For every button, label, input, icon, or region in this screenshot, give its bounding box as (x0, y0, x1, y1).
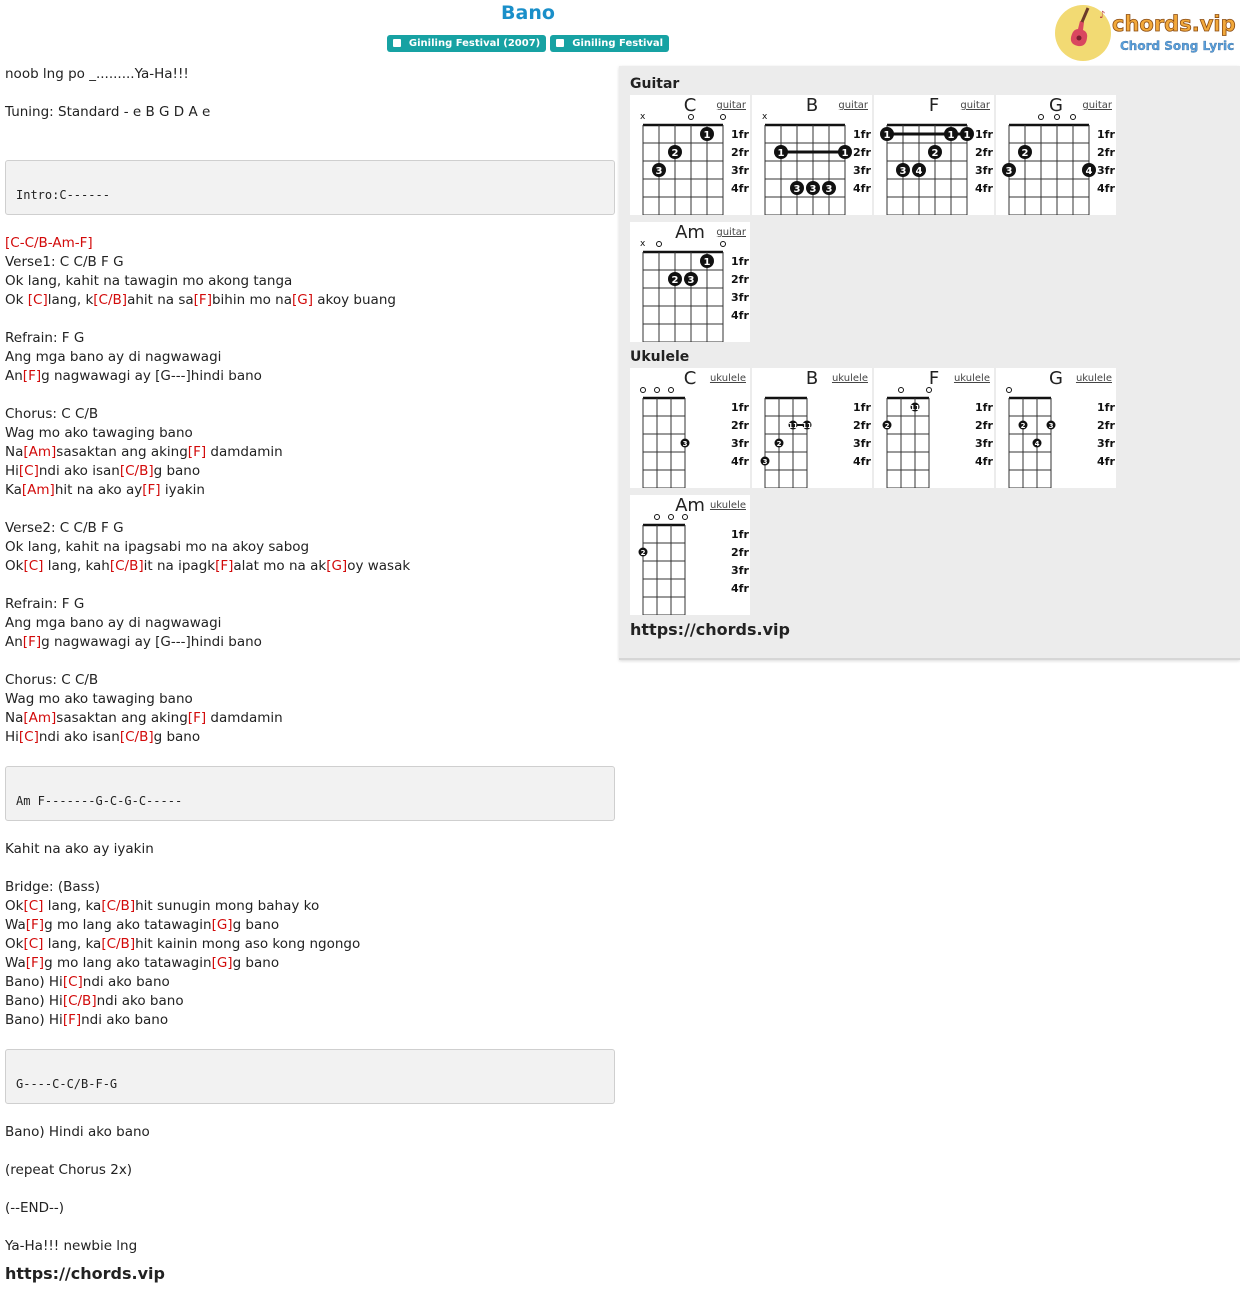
lyric-text: g bano (232, 917, 280, 933)
blank-line (5, 310, 615, 329)
lyric-text: g nagwawagi ay [G---]hindi bano (41, 634, 262, 650)
chord-instrument-link[interactable]: guitar (716, 100, 746, 111)
lyric-text: bihin mo na (211, 292, 292, 308)
fret-label: 3fr (731, 437, 749, 450)
finger-number: 11 (910, 404, 920, 412)
chord-card-g-ukulele[interactable] (996, 368, 1116, 488)
logo-brand: chords.vip (1112, 12, 1236, 36)
chord-marker[interactable]: [C-C/B-Am-F] (5, 235, 93, 251)
chord-marker[interactable]: [Am] (21, 482, 55, 498)
chord-marker[interactable]: [F] (142, 482, 161, 498)
chord-marker[interactable]: [C/B] (101, 898, 136, 914)
finger-number: 3 (825, 184, 833, 195)
lyric-text: Refrain: F G (5, 596, 85, 612)
lyric-text: Tuning: Standard - e B G D A e (5, 104, 211, 120)
chord-marker[interactable]: [G] (291, 292, 313, 308)
song-badges (0, 35, 1056, 52)
blank-line (5, 859, 615, 878)
fret-label: 2fr (731, 273, 749, 286)
lyric-text: g bano (153, 729, 201, 745)
fret-label: 3fr (731, 164, 749, 177)
fret-label: 4fr (1097, 182, 1115, 195)
fret-label: 3fr (1097, 164, 1115, 177)
lyric-line (5, 65, 615, 84)
chord-name: B (805, 368, 819, 389)
chord-diagram-panel (619, 66, 1240, 660)
chord-marker[interactable]: [Am] (23, 710, 57, 726)
lyric-line (5, 557, 615, 576)
album-icon (393, 39, 401, 47)
finger-number: 11 (802, 422, 812, 430)
lyric-text: Kahit na ako ay iyakin (5, 841, 154, 857)
lyric-text: ndi ako bano (96, 993, 184, 1009)
lyric-text: ndi ako bano (82, 974, 170, 990)
lyric-text: akoy buang (312, 292, 396, 308)
chord-marker[interactable]: [F] (187, 444, 207, 460)
blank-line (5, 821, 615, 840)
lyric-text: Ang mga bano ay di nagwawagi (5, 349, 222, 365)
lyric-line (5, 897, 615, 916)
chord-card-g-guitar[interactable] (996, 95, 1116, 215)
lyric-text: g bano (232, 955, 280, 971)
lyric-line (5, 367, 615, 386)
lyric-text: hit na ako ay (54, 482, 143, 498)
chord-instrument-link[interactable]: ukulele (709, 373, 746, 384)
fret-label: 1fr (731, 255, 749, 268)
finger-number: 3 (809, 184, 817, 195)
lyric-text: lang, k (47, 292, 94, 308)
album-badge[interactable] (387, 35, 546, 52)
lyric-line (5, 973, 615, 992)
chord-card-c-ukulele[interactable] (630, 368, 750, 488)
lyric-text: g mo lang ako tatawagin (44, 955, 212, 971)
blank-line (5, 1142, 615, 1161)
lyric-text: Ya-Ha!!! newbie lng (5, 1238, 138, 1254)
artist-icon (556, 39, 564, 47)
lyric-line (5, 462, 615, 481)
finger-number: 3 (682, 440, 688, 448)
lyric-line (5, 348, 615, 367)
lyric-line (5, 253, 615, 272)
fret-label: 1fr (1097, 401, 1115, 414)
finger-number: 2 (931, 148, 939, 159)
chord-marker[interactable]: [C] (27, 292, 48, 308)
fret-label: 4fr (731, 582, 749, 595)
lyric-text: Ka (5, 482, 22, 498)
chord-name: C (683, 95, 697, 116)
lyric-line (5, 709, 615, 728)
finger-number: 3 (899, 166, 907, 177)
ukulele-heading: Ukulele (630, 349, 690, 365)
chord-card-am-guitar[interactable] (630, 222, 750, 342)
tab-block: Intro:C------ (5, 160, 615, 215)
chord-marker[interactable]: [C] (23, 898, 44, 914)
finger-number: 11 (788, 422, 798, 430)
lyric-text: Hi (5, 729, 19, 745)
lyric-text: Ok (5, 292, 28, 308)
chord-marker[interactable]: [C/B] (101, 936, 136, 952)
lyric-line (5, 405, 615, 424)
fret-label: 4fr (975, 182, 993, 195)
lyric-text: An (5, 368, 23, 384)
chord-marker[interactable]: [C/B] (109, 558, 144, 574)
fret-label: 2fr (853, 146, 871, 159)
lyric-text: alat mo na ak (233, 558, 327, 574)
finger-number: 3 (1005, 166, 1013, 177)
chord-marker[interactable]: [G] (211, 955, 233, 971)
lyric-text: Bridge: (Bass) (5, 879, 100, 895)
chord-marker[interactable]: [C] (62, 974, 83, 990)
lyric-text: lang, ka (43, 898, 102, 914)
chord-instrument-link[interactable]: ukulele (1075, 373, 1112, 384)
chord-marker[interactable]: [C/B] (62, 993, 97, 1009)
svg-text:♪: ♪ (1099, 10, 1106, 21)
finger-number: 1 (703, 257, 711, 268)
finger-number: 3 (687, 275, 695, 286)
finger-number: 1 (963, 130, 971, 141)
lyric-line (5, 1199, 615, 1218)
lyric-line (5, 538, 615, 557)
lyric-text: Chorus: C C/B (5, 672, 99, 688)
lyric-text: Verse1: C C/B F G (5, 254, 124, 270)
lyric-line (5, 840, 615, 859)
lyric-line (5, 878, 615, 897)
lyric-line (5, 633, 615, 652)
fret-label: 2fr (1097, 419, 1115, 432)
lyric-text: hit sunugin mong bahay ko (135, 898, 320, 914)
lyric-text: sasaktan ang aking (56, 710, 188, 726)
fret-label: 4fr (731, 309, 749, 322)
chord-name: F (928, 95, 940, 116)
chord-marker[interactable]: [Am] (23, 444, 57, 460)
fret-label: 1fr (731, 528, 749, 541)
logo-tagline: Chord Song Lyric (1120, 39, 1235, 53)
lyric-text: Chorus: C C/B (5, 406, 99, 422)
lyric-line (5, 690, 615, 709)
lyric-text: Ok lang, kahit na tawagin mo akong tanga (5, 273, 293, 289)
lyric-text: g nagwawagi ay [G---]hindi bano (41, 368, 262, 384)
lyric-line (5, 443, 615, 462)
lyric-line (5, 992, 615, 1011)
fret-label: 3fr (731, 291, 749, 304)
lyric-line (5, 1237, 615, 1256)
chord-marker[interactable]: [C] (18, 729, 39, 745)
lyric-line (5, 1011, 615, 1030)
finger-number: 1 (777, 148, 785, 159)
lyric-text: g bano (153, 463, 201, 479)
fret-label: 1fr (731, 128, 749, 141)
lyric-text: Bano) Hi (5, 993, 63, 1009)
fret-label: 2fr (731, 146, 749, 159)
chord-instrument-link[interactable]: ukulele (831, 373, 868, 384)
blank-line (5, 122, 615, 141)
chord-card-c-guitar[interactable] (630, 95, 750, 215)
chord-marker[interactable]: [F] (62, 1012, 82, 1028)
lyric-text: noob lng po _.........Ya-Ha!!! (5, 66, 189, 82)
lyric-line (5, 234, 615, 253)
muted-string-marker: x (640, 112, 646, 122)
lyric-text: ndi ako isan (38, 463, 120, 479)
fret-label: 4fr (853, 182, 871, 195)
artist-badge[interactable] (550, 35, 669, 52)
chord-instrument-link[interactable]: guitar (1082, 100, 1112, 111)
finger-number: 2 (1020, 422, 1026, 430)
chord-marker[interactable]: [F] (193, 292, 212, 308)
fret-label: 3fr (1097, 437, 1115, 450)
finger-number: 2 (1021, 148, 1029, 159)
fret-label: 4fr (975, 455, 993, 468)
fret-label: 4fr (853, 455, 871, 468)
finger-number: 3 (1048, 422, 1054, 430)
fret-label: 4fr (731, 455, 749, 468)
chord-marker[interactable]: [F] (25, 917, 45, 933)
lyric-text: Bano) Hi (5, 1012, 63, 1028)
lyric-line (5, 671, 615, 690)
guitar-heading: Guitar (630, 76, 680, 92)
fret-label: 1fr (853, 128, 871, 141)
fret-label: 3fr (853, 437, 871, 450)
blank-line (5, 141, 615, 160)
chord-marker[interactable]: [C/B] (119, 463, 154, 479)
blank-line (5, 1180, 615, 1199)
panel-url[interactable]: https://chords.vip (630, 620, 790, 639)
finger-number: 4 (915, 166, 923, 177)
lyric-text: lang, ka (43, 936, 102, 952)
lyric-text: Ok lang, kahit na ipagsabi mo na akoy sabog (5, 539, 310, 555)
lyric-text: Refrain: F G (5, 330, 85, 346)
lyric-text: damdamin (206, 444, 283, 460)
chord-card-f-guitar[interactable] (874, 95, 994, 215)
finger-number: 2 (776, 440, 782, 448)
lyric-text: ndi ako bano (81, 1012, 169, 1028)
lyric-text: Bano) Hindi ako bano (5, 1124, 150, 1140)
guitar-logo-icon (1054, 2, 1240, 62)
fret-label: 2fr (731, 546, 749, 559)
lyric-text: ahit na sa (127, 292, 194, 308)
lyric-text: Ok (5, 936, 24, 952)
lyric-text: Wa (5, 917, 26, 933)
chord-instrument-link[interactable]: guitar (838, 100, 868, 111)
lyric-text: Ok (5, 558, 24, 574)
blank-line (5, 1030, 615, 1049)
lyric-text: Na (5, 444, 24, 460)
lyric-line (5, 935, 615, 954)
finger-number: 2 (671, 275, 679, 286)
lyric-line (5, 103, 615, 122)
finger-number: 1 (947, 130, 955, 141)
fret-label: 2fr (975, 419, 993, 432)
blank-line (5, 652, 615, 671)
blank-line (5, 386, 615, 405)
finger-number: 3 (762, 458, 768, 466)
chord-marker[interactable]: [C/B] (93, 292, 128, 308)
chord-card-am-ukulele[interactable] (630, 495, 750, 615)
finger-number: 3 (793, 184, 801, 195)
lyric-line (5, 519, 615, 538)
lyric-text: Ok (5, 898, 24, 914)
fret-label: 3fr (975, 437, 993, 450)
chord-marker[interactable]: [F] (25, 955, 45, 971)
lyric-line (5, 728, 615, 747)
finger-number: 2 (884, 422, 890, 430)
lyric-line (5, 329, 615, 348)
fret-label: 1fr (975, 128, 993, 141)
lyric-line (5, 481, 615, 500)
lyric-text: Wa (5, 955, 26, 971)
chord-marker[interactable]: [F] (22, 634, 42, 650)
finger-number: 4 (1085, 166, 1093, 177)
finger-number: 3 (655, 166, 663, 177)
finger-number: 2 (640, 549, 646, 557)
fret-label: 1fr (1097, 128, 1115, 141)
chord-marker[interactable]: [C] (23, 558, 44, 574)
fret-label: 3fr (853, 164, 871, 177)
album-badge-label: Giniling Festival (2007) (408, 38, 541, 49)
chord-marker[interactable]: [C] (18, 463, 39, 479)
fret-label: 2fr (731, 419, 749, 432)
lyric-text: Wag mo ako tawaging bano (5, 691, 193, 707)
lyrics-body (5, 65, 615, 1284)
chord-card-b-guitar[interactable] (752, 95, 872, 215)
muted-string-marker: x (762, 112, 768, 122)
chord-instrument-link[interactable]: guitar (716, 227, 746, 238)
finger-number: 1 (841, 148, 849, 159)
lyric-line (5, 954, 615, 973)
tab-block: Am F-------G-C-G-C----- (5, 766, 615, 821)
lyric-line (5, 1123, 615, 1142)
chord-marker[interactable]: [G] (326, 558, 348, 574)
finger-number: 1 (883, 130, 891, 141)
lyric-text: (repeat Chorus 2x) (5, 1162, 133, 1178)
lyric-line (5, 595, 615, 614)
fret-label: 1fr (853, 401, 871, 414)
lyric-text: An (5, 634, 23, 650)
finger-number: 1 (703, 130, 711, 141)
chord-marker[interactable]: [C/B] (119, 729, 154, 745)
fret-label: 1fr (731, 401, 749, 414)
chord-card-b-ukulele[interactable] (752, 368, 872, 488)
finger-number: 4 (1034, 440, 1040, 448)
lyric-line (5, 272, 615, 291)
lyric-line (5, 1161, 615, 1180)
chord-name: G (1049, 95, 1063, 116)
fret-label: 3fr (975, 164, 993, 177)
lyric-text: ndi ako isan (38, 729, 120, 745)
lyric-line (5, 916, 615, 935)
fret-label: 1fr (975, 401, 993, 414)
blank-line (5, 576, 615, 595)
fret-label: 4fr (1097, 455, 1115, 468)
blank-line (5, 84, 615, 103)
fret-label: 2fr (853, 419, 871, 432)
chord-name: G (1049, 368, 1063, 389)
lyric-text: Ang mga bano ay di nagwawagi (5, 615, 222, 631)
chord-name: F (928, 368, 940, 389)
chord-instrument-link[interactable]: ukulele (953, 373, 990, 384)
lyric-line (5, 614, 615, 633)
lyric-text: lang, kah (43, 558, 110, 574)
lyric-text: g mo lang ako tatawagin (44, 917, 212, 933)
lyric-text: Bano) Hi (5, 974, 63, 990)
finger-number: 2 (671, 148, 679, 159)
chord-card-f-ukulele[interactable] (874, 368, 994, 488)
blank-line (5, 500, 615, 519)
lyric-text: Hi (5, 463, 19, 479)
blank-line (5, 1218, 615, 1237)
artist-badge-label: Giniling Festival (572, 38, 664, 49)
lyric-text: iyakin (160, 482, 205, 498)
lyric-text: oy wasak (347, 558, 411, 574)
chord-name: Am (675, 495, 705, 516)
chord-name: Am (675, 222, 705, 243)
chord-instrument-link[interactable]: ukulele (709, 500, 746, 511)
chord-instrument-link[interactable]: guitar (960, 100, 990, 111)
lyric-text: Na (5, 710, 24, 726)
blank-line (5, 1104, 615, 1123)
chord-marker[interactable]: [F] (187, 710, 207, 726)
lyric-text: damdamin (206, 710, 283, 726)
lyric-line (5, 291, 615, 310)
blank-line (5, 747, 615, 766)
chord-marker[interactable]: [F] (22, 368, 42, 384)
chord-name: C (683, 368, 697, 389)
fret-label: 3fr (731, 564, 749, 577)
fret-label: 2fr (1097, 146, 1115, 159)
chord-marker[interactable]: [F] (215, 558, 234, 574)
tab-block: G----C-C/B-F-G (5, 1049, 615, 1104)
lyric-text: Wag mo ako tawaging bano (5, 425, 193, 441)
fret-label: 2fr (975, 146, 993, 159)
muted-string-marker: x (640, 239, 646, 249)
lyric-text: (--END--) (5, 1200, 65, 1216)
site-logo[interactable] (1054, 2, 1240, 62)
song-title: Bano (501, 2, 555, 24)
fret-label: 4fr (731, 182, 749, 195)
chord-marker[interactable]: [G] (211, 917, 233, 933)
chord-name: B (805, 95, 819, 116)
footer-url[interactable]: https://chords.vip (5, 1264, 165, 1283)
chord-marker[interactable]: [C] (23, 936, 44, 952)
lyric-text: it na ipagk (143, 558, 216, 574)
blank-line (5, 215, 615, 234)
lyric-text: hit kainin mong aso kong ngongo (135, 936, 361, 952)
lyric-text: Verse2: C C/B F G (5, 520, 124, 536)
lyric-text: sasaktan ang aking (56, 444, 188, 460)
lyric-line (5, 424, 615, 443)
